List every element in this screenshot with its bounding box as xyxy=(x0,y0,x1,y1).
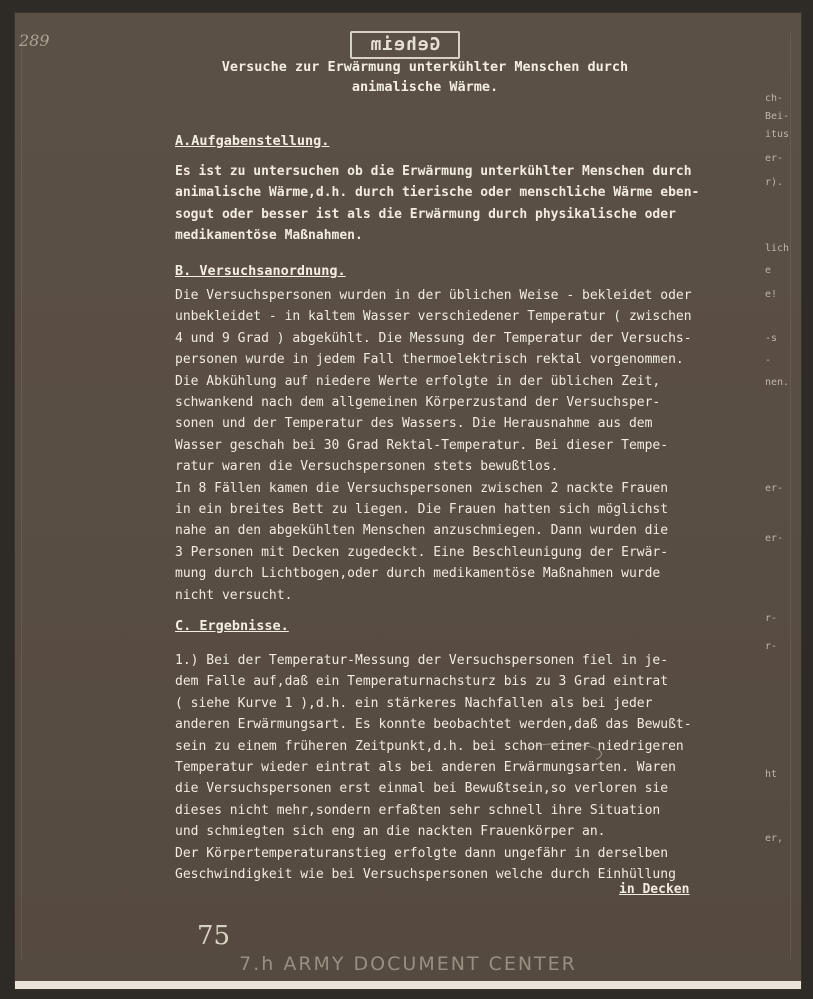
section-b-text: Die Versuchspersonen wurden in der üblichen Weise - bekleidet oder unbekleidet - in kaltem Wasser verschiedener Temperatur ( zwischen 4 und 9 Grad ) abgekühlt. Die Messung der Temperatur der Versuchs- personen wurde in jedem Fall thermoelektrisch rektal vorgenommen. Die Abkühlung auf niedere Werte erfolgte in der üblichen Zeit, schwankend nach dem allgemeinen Körperzustand der Versuchsper- sonen und der Temperatur des Wassers. Die Herausnahme aus dem Wasser geschah bei 30 Grad Rektal-Temperatur. Bei dieser Tempe- ratur waren die Versuchspersonen stets bewußtlos. In 8 Fällen kamen die Versuchspersonen zwischen 2 nackte Frauen in ein breites Bett zu liegen. Die Frauen hatten sich möglichst nahe an den abgekühlten Menschen anzuschmiegen. Dann wurden die 3 Personen mit Decken zugedeckt. Eine Beschleunigung der Erwär- mung durch Lichtbogen,oder durch medikamentöse Maßnahmen wurde nicht versucht. xyxy=(175,288,692,603)
section-c-continuation: in Decken xyxy=(619,882,690,897)
margin-note: nen. xyxy=(765,377,790,388)
margin-note: er- xyxy=(765,483,784,494)
margin-note: -s xyxy=(765,333,778,344)
archive-stamp: 7.h ARMY DOCUMENT CENTER xyxy=(239,953,577,975)
frame-line-right xyxy=(790,33,791,959)
section-c-heading: C. Ergebnisse. xyxy=(175,618,289,634)
section-b-heading: B. Versuchsanordnung. xyxy=(175,263,346,279)
classification-stamp: Geheim xyxy=(350,31,460,59)
margin-note: er- xyxy=(765,153,784,164)
document-page xyxy=(14,12,802,990)
margin-note: r). xyxy=(765,177,784,188)
margin-note: e! xyxy=(765,289,778,300)
pencil-annotation-mark xyxy=(520,743,602,765)
margin-note: r- xyxy=(765,613,778,624)
frame-line-left xyxy=(21,33,22,959)
section-c-text: 1.) Bei der Temperatur-Messung der Versuchspersonen fiel in je- dem Falle auf,daß ein Temperaturnachsturz bis zu 3 Grad eintrat ( siehe Kurve 1 ),d.h. ein stärkeres Nachfallen als bei jeder anderen Erwärmungsart. Es konnte beobachtet werden,daß das Bewußt- sein zu einem früheren Zeitpunkt,d.h. bei schon einer niedrigeren Temperatur wieder eintrat als bei anderen Erwärmungsarten. Waren die Versuchspersonen erst einmal bei Bewußtsein,so verloren sie dieses nicht mehr,sondern erfaßten sehr schnell ihre Situation und schmiegten sich eng an die nackten Frauenkörper an. Der Körpertemperaturanstieg erfolgte dann ungefähr in derselben Geschwindigkeit wie bei Versuchspersonen welche durch Einhüllung xyxy=(175,653,692,883)
handwritten-page-number: 289 xyxy=(19,31,50,50)
margin-note: lich xyxy=(765,243,790,254)
section-a-text: Es ist zu untersuchen ob die Erwärmung unterkühlter Menschen durch animalische Wärme,d.h. durch tierische oder menschliche Wärme eben- sogut oder besser ist als die Erwärmung durch physikalische oder medikamentöse Maßnahmen. xyxy=(175,164,700,244)
margin-note: - xyxy=(765,355,772,366)
margin-note: r- xyxy=(765,641,778,652)
margin-note: ch- xyxy=(765,93,784,104)
margin-note: ht xyxy=(765,769,778,780)
margin-note: e xyxy=(765,265,772,276)
bottom-edge xyxy=(15,981,801,989)
document-title: Versuche zur Erwärmung unterkühlter Menschen durch animalische Wärme. xyxy=(221,59,629,95)
margin-note: er, xyxy=(765,833,784,844)
margin-note: Bei- xyxy=(765,111,790,122)
margin-note: itus xyxy=(765,129,790,140)
typed-page-number: 75 xyxy=(197,921,231,951)
section-a-heading: A.Aufgabenstellung. xyxy=(175,133,330,149)
margin-note: er- xyxy=(765,533,784,544)
